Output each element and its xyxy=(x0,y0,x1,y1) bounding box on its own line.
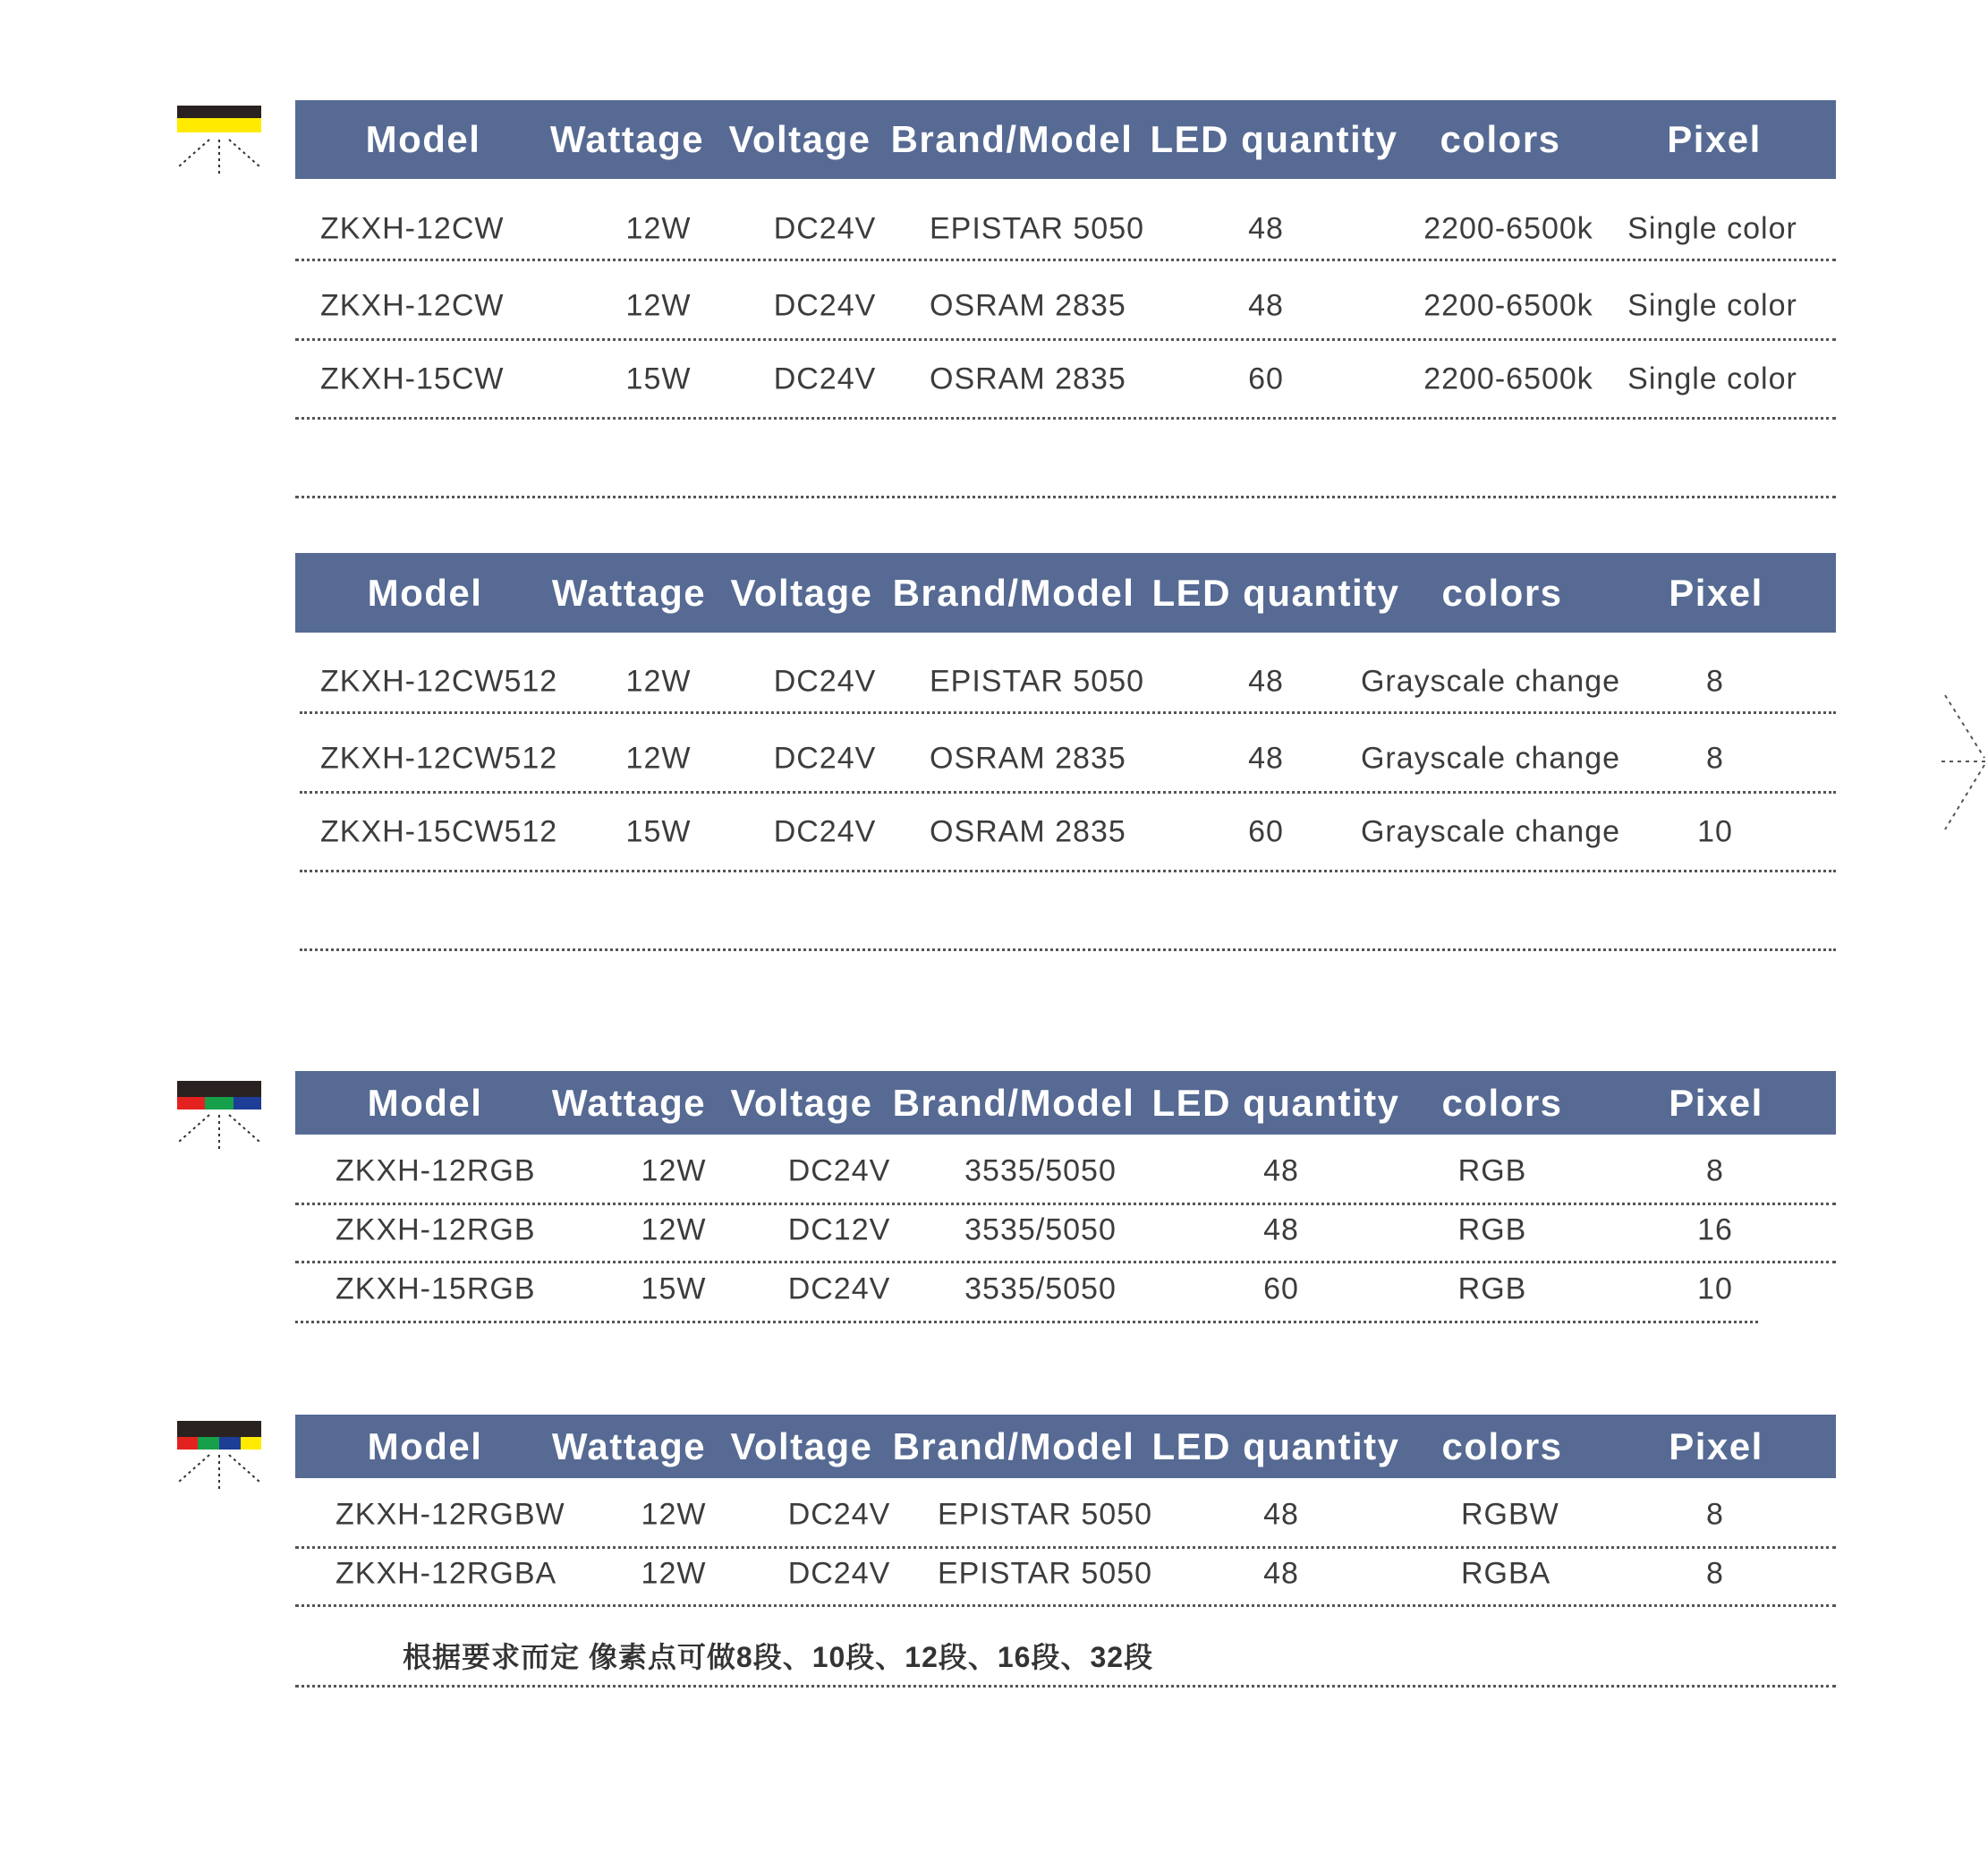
table-row xyxy=(295,202,1836,256)
header-led-quantity: LED quantity xyxy=(1150,118,1398,160)
header-model: Model xyxy=(367,1081,483,1124)
cell-colors: RGBW xyxy=(1461,1497,1559,1532)
header-led-quantity: LED quantity xyxy=(1151,571,1400,614)
cell-pixel: 8 xyxy=(1706,1497,1724,1532)
header-model: Model xyxy=(367,571,483,614)
row-divider xyxy=(295,338,1836,341)
row-divider xyxy=(300,870,1836,872)
table-row xyxy=(295,655,1836,709)
led-strip-rgbw-icon xyxy=(177,1421,261,1489)
header-led-quantity: LED quantity xyxy=(1151,1424,1400,1467)
cell-pixel: Single color xyxy=(1627,288,1797,323)
cell-brand: 3535/5050 xyxy=(964,1212,1117,1247)
header-voltage: Voltage xyxy=(730,1424,873,1467)
header-pixel: Pixel xyxy=(1669,1424,1763,1467)
cell-brand: OSRAM 2835 xyxy=(930,288,1126,323)
cell-voltage: DC24V xyxy=(773,288,877,323)
cell-colors: Grayscale change xyxy=(1360,814,1621,849)
cell-voltage: DC24V xyxy=(773,211,877,246)
header-colors: colors xyxy=(1440,118,1561,160)
cell-model: ZKXH-15CW xyxy=(320,361,505,396)
cell-colors: RGBA xyxy=(1461,1556,1551,1591)
cell-colors: Grayscale change xyxy=(1360,741,1621,776)
cell-model: ZKXH-12RGB xyxy=(336,1153,536,1188)
cell-led-qty: 48 xyxy=(1263,1212,1299,1247)
header-brand-model: Brand/Model xyxy=(890,118,1134,160)
cell-led-qty: 60 xyxy=(1263,1271,1299,1306)
cell-voltage: DC24V xyxy=(773,361,877,396)
row-divider xyxy=(300,711,1836,714)
cell-pixel: 8 xyxy=(1706,1153,1724,1188)
header-brand-model: Brand/Model xyxy=(892,1424,1135,1467)
cell-colors: RGB xyxy=(1457,1271,1527,1306)
header-wattage: Wattage xyxy=(551,1081,707,1124)
cell-brand: OSRAM 2835 xyxy=(930,361,1126,396)
cell-model: ZKXH-15RGB xyxy=(336,1271,536,1306)
row-divider xyxy=(300,948,1836,951)
cell-led-qty: 60 xyxy=(1248,361,1284,396)
cell-pixel: 8 xyxy=(1706,1556,1724,1591)
cell-model: ZKXH-12CW512 xyxy=(320,741,558,776)
cell-led-qty: 48 xyxy=(1248,288,1284,323)
cell-colors: 2200-6500k xyxy=(1423,361,1593,396)
cell-colors: RGB xyxy=(1457,1212,1527,1247)
cell-brand: EPISTAR 5050 xyxy=(930,211,1145,246)
cell-brand: EPISTAR 5050 xyxy=(937,1556,1153,1591)
table-header xyxy=(295,100,1836,179)
cell-pixel: Single color xyxy=(1627,211,1797,246)
row-divider xyxy=(295,1321,1758,1323)
row-divider xyxy=(295,1685,1836,1688)
cell-brand: 3535/5050 xyxy=(964,1271,1117,1306)
cell-colors: 2200-6500k xyxy=(1423,211,1593,246)
cell-voltage: DC24V xyxy=(787,1497,891,1532)
cell-model: ZKXH-12CW512 xyxy=(320,664,558,699)
header-brand-model: Brand/Model xyxy=(892,1081,1135,1124)
table-row xyxy=(295,279,1836,333)
cell-voltage: DC24V xyxy=(773,664,877,699)
table-row xyxy=(295,805,1836,859)
header-colors: colors xyxy=(1441,571,1563,614)
row-divider xyxy=(295,496,1836,498)
cell-led-qty: 48 xyxy=(1263,1556,1299,1591)
cell-wattage: 12W xyxy=(641,1497,707,1532)
cell-led-qty: 48 xyxy=(1248,741,1284,776)
cell-led-qty: 48 xyxy=(1263,1497,1299,1532)
cell-pixel: Single color xyxy=(1627,361,1797,396)
cell-voltage: DC24V xyxy=(787,1556,891,1591)
header-led-quantity: LED quantity xyxy=(1151,1081,1400,1124)
table-header xyxy=(295,1071,1836,1135)
cell-wattage: 15W xyxy=(625,361,692,396)
cell-wattage: 12W xyxy=(625,288,692,323)
table-row xyxy=(295,1549,1836,1599)
cell-wattage: 15W xyxy=(625,814,692,849)
header-pixel: Pixel xyxy=(1669,571,1763,614)
header-model: Model xyxy=(367,1424,483,1467)
led-strip-rgb-icon xyxy=(177,1081,261,1149)
cell-wattage: 12W xyxy=(641,1212,707,1247)
cell-brand: OSRAM 2835 xyxy=(930,814,1126,849)
cell-colors: RGB xyxy=(1457,1153,1527,1188)
cell-colors: Grayscale change xyxy=(1360,664,1621,699)
header-wattage: Wattage xyxy=(549,118,705,160)
cell-led-qty: 48 xyxy=(1263,1153,1299,1188)
cell-model: ZKXH-15CW512 xyxy=(320,814,558,849)
cell-pixel: 8 xyxy=(1706,664,1724,699)
chevron-right-icon xyxy=(1941,693,1988,831)
header-pixel: Pixel xyxy=(1669,1081,1763,1124)
row-divider xyxy=(295,417,1836,420)
cell-brand: EPISTAR 5050 xyxy=(930,664,1145,699)
header-colors: colors xyxy=(1441,1081,1563,1124)
cell-wattage: 15W xyxy=(641,1271,707,1306)
table-row xyxy=(295,1146,1836,1196)
row-divider xyxy=(295,1604,1836,1607)
cell-model: ZKXH-12RGB xyxy=(336,1212,536,1247)
header-wattage: Wattage xyxy=(551,1424,707,1467)
table-header xyxy=(295,1415,1836,1478)
cell-brand: 3535/5050 xyxy=(964,1153,1117,1188)
cell-led-qty: 48 xyxy=(1248,664,1284,699)
table-row xyxy=(295,1205,1836,1255)
cell-wattage: 12W xyxy=(641,1556,707,1591)
cell-model: ZKXH-12RGBW xyxy=(336,1497,565,1532)
cell-model: ZKXH-12RGBA xyxy=(336,1556,557,1591)
led-strip-white-icon xyxy=(177,106,261,174)
header-wattage: Wattage xyxy=(551,571,707,614)
cell-wattage: 12W xyxy=(625,741,692,776)
cell-pixel: 10 xyxy=(1697,1271,1733,1306)
cell-voltage: DC24V xyxy=(787,1153,891,1188)
table-row xyxy=(295,1264,1836,1314)
cell-wattage: 12W xyxy=(641,1153,707,1188)
cell-model: ZKXH-12CW xyxy=(320,211,505,246)
header-brand-model: Brand/Model xyxy=(892,571,1135,614)
row-divider xyxy=(295,1261,1836,1263)
row-divider xyxy=(300,791,1836,794)
header-pixel: Pixel xyxy=(1667,118,1762,160)
cell-pixel: 10 xyxy=(1697,814,1733,849)
cell-voltage: DC24V xyxy=(787,1271,891,1306)
cell-colors: 2200-6500k xyxy=(1423,288,1593,323)
table-row xyxy=(295,353,1836,406)
table-row xyxy=(295,1490,1836,1540)
cell-wattage: 12W xyxy=(625,211,692,246)
pixel-segment-note: 根据要求而定 像素点可做8段、10段、12段、16段、32段 xyxy=(403,1641,1154,1673)
header-model: Model xyxy=(365,118,481,160)
cell-voltage: DC12V xyxy=(787,1212,891,1247)
cell-voltage: DC24V xyxy=(773,741,877,776)
cell-model: ZKXH-12CW xyxy=(320,288,505,323)
table-header xyxy=(295,553,1836,633)
table-row xyxy=(295,732,1836,786)
cell-brand: OSRAM 2835 xyxy=(930,741,1126,776)
cell-pixel: 8 xyxy=(1706,741,1724,776)
header-voltage: Voltage xyxy=(728,118,871,160)
header-voltage: Voltage xyxy=(730,571,873,614)
cell-wattage: 12W xyxy=(625,664,692,699)
row-divider xyxy=(295,259,1836,261)
cell-led-qty: 48 xyxy=(1248,211,1284,246)
cell-led-qty: 60 xyxy=(1248,814,1284,849)
cell-voltage: DC24V xyxy=(773,814,877,849)
header-voltage: Voltage xyxy=(730,1081,873,1124)
cell-brand: EPISTAR 5050 xyxy=(937,1497,1153,1532)
cell-pixel: 16 xyxy=(1697,1212,1733,1247)
header-colors: colors xyxy=(1441,1424,1563,1467)
